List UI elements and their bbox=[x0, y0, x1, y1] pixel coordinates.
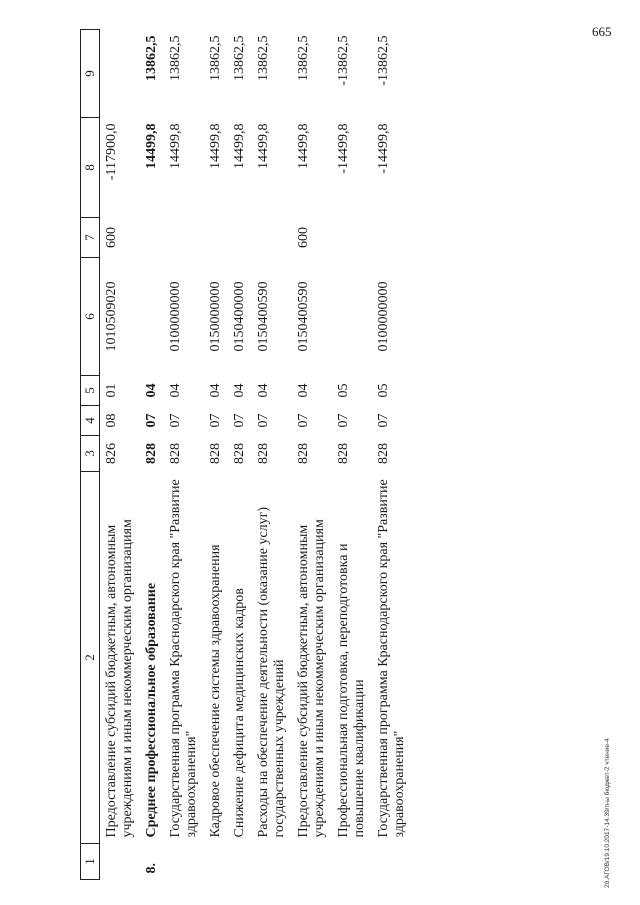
section-number-cell bbox=[292, 844, 332, 880]
amount-2019-cell bbox=[100, 30, 141, 118]
section-code-cell: 07 bbox=[256, 413, 271, 428]
expense-type-cell bbox=[140, 218, 164, 258]
expense-type-cell bbox=[204, 218, 228, 258]
target-item-code-cell: 0150400000 bbox=[232, 281, 247, 352]
section-number-cell bbox=[228, 844, 252, 880]
target-item-code-cell: 0150400590 bbox=[256, 281, 271, 352]
amount-2018-cell: 14499,8 bbox=[296, 123, 311, 169]
amount-2019-cell: 13862,5 bbox=[256, 35, 271, 81]
amount-2019-cell: 13862,5 bbox=[168, 35, 183, 81]
ministry-code-cell: 828 bbox=[376, 443, 391, 464]
amount-2018-cell: -14499,8 bbox=[376, 123, 391, 174]
header-cell: 9 bbox=[81, 30, 100, 118]
header-cell: 6 bbox=[81, 258, 100, 376]
section-number-cell bbox=[204, 844, 228, 880]
target-item-code-cell: 0150400590 bbox=[296, 281, 311, 352]
section-code-cell: 08 bbox=[104, 413, 119, 428]
table-row bbox=[252, 30, 292, 880]
table-row bbox=[100, 30, 141, 880]
target-item-code-cell bbox=[332, 258, 372, 376]
ministry-code-cell: 826 bbox=[104, 443, 119, 464]
section-number-cell bbox=[164, 844, 204, 880]
table-row bbox=[140, 30, 164, 880]
table-row bbox=[332, 30, 372, 880]
subsection-code-cell: 05 bbox=[376, 383, 391, 398]
page-number: 665 bbox=[592, 24, 612, 39]
ministry-code-cell: 828 bbox=[144, 443, 159, 464]
amount-2019-cell: -13862,5 bbox=[336, 35, 351, 86]
expense-type-cell bbox=[164, 218, 204, 258]
budget-table-rotated bbox=[80, 30, 620, 880]
item-name-cell: Кадровое обеспечение системы здравоохранения bbox=[208, 544, 223, 838]
table-row bbox=[372, 30, 412, 880]
amount-2019-cell: 13862,5 bbox=[208, 35, 223, 81]
section-number-cell: 8. bbox=[144, 863, 159, 874]
amount-2019-cell: 13862,5 bbox=[232, 35, 247, 81]
column-number-header bbox=[81, 30, 100, 880]
subsection-code-cell: 01 bbox=[104, 383, 119, 398]
header-cell: 5 bbox=[81, 376, 100, 406]
target-item-code-cell: 0100000000 bbox=[376, 281, 391, 352]
table-row bbox=[228, 30, 252, 880]
target-item-code-cell: 0100000000 bbox=[168, 281, 183, 352]
item-name-cell: Предоставление субсидий бюджетным, автономным учреждениям и иным некоммерческим организациям bbox=[296, 519, 327, 838]
expense-type-cell bbox=[228, 218, 252, 258]
ministry-code-cell: 828 bbox=[256, 443, 271, 464]
item-name-cell: Среднее профессиональное образование bbox=[144, 582, 159, 838]
expense-type-cell: 600 bbox=[104, 227, 119, 248]
expense-type-cell bbox=[252, 218, 292, 258]
amount-2019-cell: -13862,5 bbox=[376, 35, 391, 86]
section-number-cell bbox=[372, 844, 412, 880]
item-name-cell: Расходы на обеспечение деятельности (оказание услуг) государственных учреждений bbox=[256, 506, 287, 838]
section-number-cell bbox=[252, 844, 292, 880]
section-number-cell bbox=[100, 844, 141, 880]
budget-table bbox=[80, 29, 412, 880]
ministry-code-cell: 828 bbox=[208, 443, 223, 464]
document-footer: 20.АГОВ/19.10.2017-14.39/п-ы бюджет-2 чтение-4 bbox=[604, 738, 611, 888]
subsection-code-cell: 04 bbox=[296, 383, 311, 398]
expense-type-cell: 600 bbox=[296, 227, 311, 248]
subsection-code-cell: 05 bbox=[336, 383, 351, 398]
subsection-code-cell: 04 bbox=[144, 383, 159, 398]
item-name-cell: Государственная программа Краснодарского края "Развитие здравоохранения" bbox=[168, 479, 199, 838]
ministry-code-cell: 828 bbox=[336, 443, 351, 464]
amount-2018-cell: -14499,8 bbox=[336, 123, 351, 174]
header-cell: 1 bbox=[81, 844, 100, 880]
item-name-cell: Снижение дефицита медицинских кадров bbox=[232, 588, 247, 838]
amount-2018-cell: 14499,8 bbox=[232, 123, 247, 169]
item-name-cell: Государственная программа Краснодарского края "Развитие здравоохранения" bbox=[376, 479, 407, 838]
ministry-code-cell: 828 bbox=[296, 443, 311, 464]
amount-2018-cell: 14499,8 bbox=[208, 123, 223, 169]
item-name-cell: Предоставление субсидий бюджетным, автономным учреждениям и иным некоммерческим организациям bbox=[104, 519, 135, 838]
section-code-cell: 07 bbox=[168, 413, 183, 428]
amount-2019-cell: 13862,5 bbox=[296, 35, 311, 81]
section-code-cell: 07 bbox=[208, 413, 223, 428]
subsection-code-cell: 04 bbox=[208, 383, 223, 398]
header-cell: 8 bbox=[81, 118, 100, 218]
section-code-cell: 07 bbox=[376, 413, 391, 428]
header-cell: 7 bbox=[81, 218, 100, 258]
table-row bbox=[164, 30, 204, 880]
target-item-code-cell: 0150000000 bbox=[208, 281, 223, 352]
header-cell: 4 bbox=[81, 406, 100, 436]
section-code-cell: 07 bbox=[144, 413, 159, 428]
subsection-code-cell: 04 bbox=[256, 383, 271, 398]
expense-type-cell bbox=[332, 218, 372, 258]
amount-2018-cell: 14499,8 bbox=[144, 123, 159, 169]
header-cell: 3 bbox=[81, 436, 100, 472]
amount-2018-cell: 14499,8 bbox=[168, 123, 183, 169]
ministry-code-cell: 828 bbox=[232, 443, 247, 464]
amount-2019-cell: 13862,5 bbox=[144, 35, 159, 81]
section-number-cell bbox=[332, 844, 372, 880]
subsection-code-cell: 04 bbox=[168, 383, 183, 398]
target-item-code-cell: 1010509020 bbox=[104, 281, 119, 352]
item-name-cell: Профессиональная подготовка, переподготовка и повышение квалификации bbox=[336, 543, 367, 838]
target-item-code-cell bbox=[140, 258, 164, 376]
header-cell: 2 bbox=[81, 472, 100, 844]
section-code-cell: 07 bbox=[336, 413, 351, 428]
expense-type-cell bbox=[372, 218, 412, 258]
table-row bbox=[204, 30, 228, 880]
section-code-cell: 07 bbox=[296, 413, 311, 428]
subsection-code-cell: 04 bbox=[232, 383, 247, 398]
section-code-cell: 07 bbox=[232, 413, 247, 428]
amount-2018-cell: 14499,8 bbox=[256, 123, 271, 169]
table-row bbox=[292, 30, 332, 880]
amount-2018-cell: -117900,0 bbox=[104, 123, 119, 181]
ministry-code-cell: 828 bbox=[168, 443, 183, 464]
budget-table-body bbox=[81, 30, 413, 880]
